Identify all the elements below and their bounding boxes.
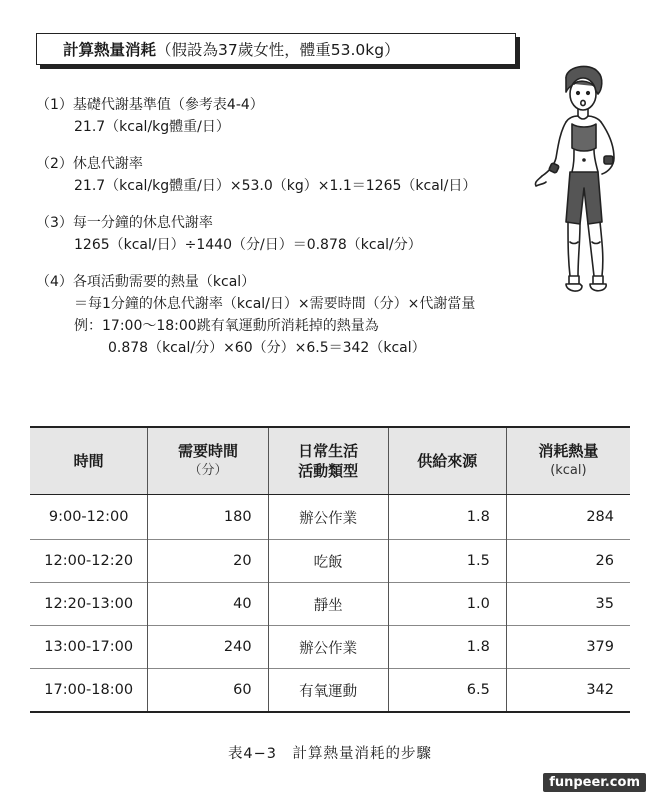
step-4	[36, 271, 476, 359]
header-kcal-unit: (kcal)	[550, 463, 587, 478]
cell-kcal: 342	[506, 669, 630, 713]
header-kcal: 消耗熱量 (kcal)	[506, 427, 630, 495]
table-row	[30, 583, 630, 626]
header-factor: 供給來源	[388, 427, 506, 495]
cell-kcal: 26	[506, 540, 630, 583]
header-minutes-unit: （分）	[188, 463, 228, 478]
table-row	[30, 669, 630, 713]
step-3	[36, 212, 476, 256]
title-box	[36, 33, 516, 65]
calculation-steps	[36, 94, 476, 374]
woman-exercise-illustration	[528, 62, 638, 302]
header-minutes: 需要時間 （分）	[148, 427, 268, 495]
cell-factor: 1.8	[388, 626, 506, 669]
step-line: 1265（kcal/日）÷1440（分/日）＝0.878（kcal/分）	[74, 237, 422, 253]
table-caption: 表4−3 計算熱量消耗的步驟	[227, 746, 433, 762]
table-header-row	[30, 427, 630, 495]
step-heading: （2）休息代謝率	[36, 156, 143, 172]
step-line: 0.878（kcal/分）×60（分）×6.5＝342（kcal）	[108, 340, 426, 356]
table-row	[30, 626, 630, 669]
cell-time: 13:00-17:00	[30, 626, 148, 669]
step-line: 21.7（kcal/kg體重/日）	[74, 119, 230, 135]
cell-minutes: 60	[148, 669, 268, 713]
cell-activity: 有氧運動	[268, 669, 388, 713]
cell-factor: 1.8	[388, 495, 506, 540]
cell-activity: 辦公作業	[268, 626, 388, 669]
header-time: 時間	[30, 427, 148, 495]
calorie-table	[30, 426, 630, 713]
step-line: ＝每1分鐘的休息代謝率（kcal/日）×需要時間（分）×代謝當量	[74, 296, 476, 312]
title-subtitle: （假設為37歲女性，體重53.0kg）	[156, 41, 400, 59]
cell-time: 17:00-18:00	[30, 669, 148, 713]
step-heading: （3）每一分鐘的休息代謝率	[36, 215, 213, 231]
cell-time: 12:00-12:20	[30, 540, 148, 583]
cell-minutes: 20	[148, 540, 268, 583]
cell-kcal: 35	[506, 583, 630, 626]
cell-activity: 辦公作業	[268, 495, 388, 540]
cell-factor: 1.0	[388, 583, 506, 626]
step-line: 21.7（kcal/kg體重/日）×53.0（kg）×1.1＝1265（kcal/日）	[74, 178, 477, 194]
step-heading: （1）基礎代謝基準值（參考表4-4）	[36, 97, 264, 113]
site-watermark: funpeer.com	[543, 773, 646, 792]
table-row	[30, 495, 630, 540]
step-heading: （4）各項活動需要的熱量（kcal）	[36, 274, 256, 290]
step-line: 例：17:00～18:00跳有氧運動所消耗掉的熱量為	[74, 318, 379, 334]
cell-minutes: 180	[148, 495, 268, 540]
cell-minutes: 240	[148, 626, 268, 669]
cell-minutes: 40	[148, 583, 268, 626]
header-activity: 日常生活 活動類型	[268, 427, 388, 495]
cell-factor: 1.5	[388, 540, 506, 583]
cell-kcal: 379	[506, 626, 630, 669]
cell-kcal: 284	[506, 495, 630, 540]
title-main: 計算熱量消耗	[63, 41, 157, 59]
cell-time: 12:20-13:00	[30, 583, 148, 626]
step-2	[36, 153, 476, 197]
cell-activity: 吃飯	[268, 540, 388, 583]
step-1	[36, 94, 476, 138]
table-row	[30, 540, 630, 583]
cell-time: 9:00-12:00	[30, 495, 148, 540]
cell-factor: 6.5	[388, 669, 506, 713]
cell-activity: 靜坐	[268, 583, 388, 626]
